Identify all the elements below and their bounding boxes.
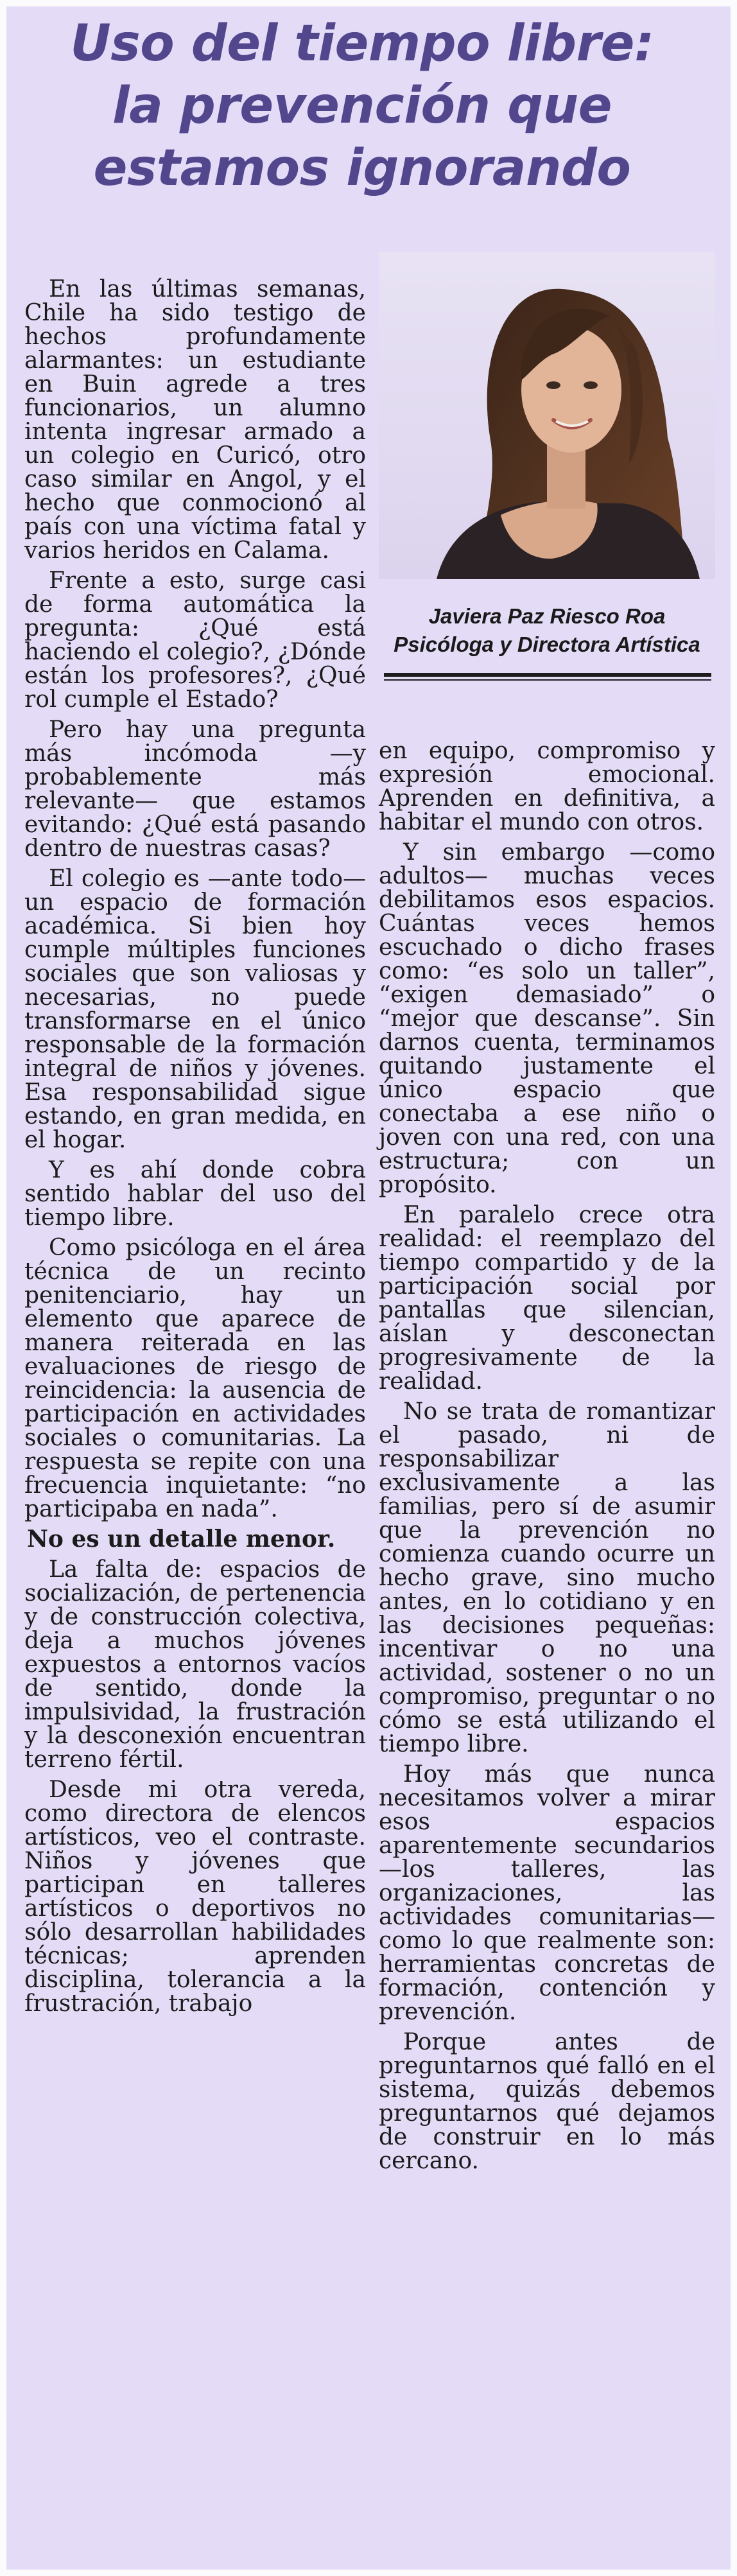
- article-column-right: [379, 739, 715, 2179]
- author-portrait-image: [379, 252, 715, 579]
- paragraph: En paralelo crece otra realidad: el reemplazo del tiempo compartido y de la participación social por pantallas que silencian, aíslan y desconectan progresivamente de la realidad.: [379, 1202, 715, 1395]
- author-caption: [379, 602, 715, 659]
- author-name: Javiera Paz Riesco Roa: [428, 604, 666, 628]
- paragraph: Hoy más que nunca necesitamos volver a mirar esos espacios aparentemente secundarios —los talleres, las organizaciones, las actividades comunitarias— como lo que realmente son: herramientas concretas de formación, contención y prevención.: [379, 1761, 715, 2025]
- paragraph: Pero hay una pregunta más incómoda —y probablemente más relevante— que estamos evitando: ¿Qué está pasando dentro de nuestras casas?: [24, 717, 366, 862]
- paragraph: Y sin embargo —como adultos— muchas veces debilitamos esos espacios. Cuántas veces hemos escuchado o dicho frases como: “es solo un taller”, “exigen demasiado” o “mejor que descanse”. Sin darnos cuenta, terminamos quitando justamente el único espacio que conectaba a ese niño o joven con una red, con una estructura; con un propósito.: [379, 839, 715, 1198]
- article-column-left: [24, 277, 366, 2022]
- paragraph: El colegio es —ante todo— un espacio de formación académica. Si bien hoy cumple múltiples funciones sociales que son valiosas y necesarias, no puede transformarse en el único responsable de la formación integral de niños y jóvenes. Esa responsabilidad sigue estando, en gran medida, en el hogar.: [24, 866, 366, 1153]
- paragraph: Porque antes de preguntarnos qué falló en el sistema, quizás debemos preguntarnos qué dejamos de construir en lo más cercano.: [379, 2029, 715, 2174]
- paragraph-continued: en equipo, compromiso y expresión emocional. Aprenden en definitiva, a habitar el mundo con otros.: [379, 738, 715, 835]
- paragraph: Y es ahí donde cobra sentido hablar del uso del tiempo libre.: [24, 1157, 366, 1231]
- headline: [13, 13, 711, 200]
- headline-line-2: la prevención que: [112, 77, 612, 135]
- emphasis-line: No es un detalle menor.: [27, 1526, 336, 1553]
- headline-line-3: estamos ignorando: [93, 139, 631, 197]
- headline-line-1: Uso del tiempo libre:: [70, 15, 654, 73]
- paragraph: Frente a esto, surge casi de forma automática la pregunta: ¿Qué está haciendo el colegio?, ¿Dónde están los profesores?, ¿Qué rol cumple el Estado?: [24, 568, 366, 713]
- caption-divider-thin: [384, 679, 711, 681]
- paragraph: Como psicóloga en el área técnica de un recinto penitenciario, hay un elemento que aparece de manera reiterada en las evaluaciones de riesgo de reincidencia: la ausencia de participación en actividades sociales o comunitarias. La respuesta se repite con una frecuencia inquietante: “no participaba en nada”.: [24, 1235, 366, 1522]
- paragraph: En las últimas semanas, Chile ha sido testigo de hechos profundamente alarmantes: un estudiante en Buin agrede a tres funcionarios, un alumno intenta ingresar armado a un colegio en Curicó, otro caso similar en Angol, y el hecho que conmocionó al país con una víctima fatal y varios heridos en Calama.: [24, 276, 366, 564]
- paragraph: Desde mi otra vereda, como directora de elencos artísticos, veo el contraste. Niños y jóvenes que participan en talleres artísticos o deportivos no sólo desarrollan habilidades técnicas; aprenden disciplina, tolerancia a la frustración, trabajo: [24, 1777, 366, 2017]
- caption-divider-thick: [384, 673, 711, 677]
- author-photo: [379, 252, 715, 579]
- paragraph: No se trata de romantizar el pasado, ni de responsabilizar exclusivamente a las familias, pero sí de asumir que la prevención no comienza cuando ocurre un hecho grave, sino mucho antes, en lo cotidiano y en las decisiones pequeñas: incentivar o no una actividad, sostener o no un compromiso, preguntar o no cómo se está utilizando el tiempo libre.: [379, 1398, 715, 1757]
- author-role: Psicóloga y Directora Artística: [394, 632, 700, 656]
- paragraph: La falta de: espacios de socialización, de pertenencia y de construcción colectiva, deja a muchos jóvenes expuestos a entornos vacíos de sentido, donde la impulsividad, la frustración y la desconexión encuentran terreno fértil.: [24, 1556, 366, 1773]
